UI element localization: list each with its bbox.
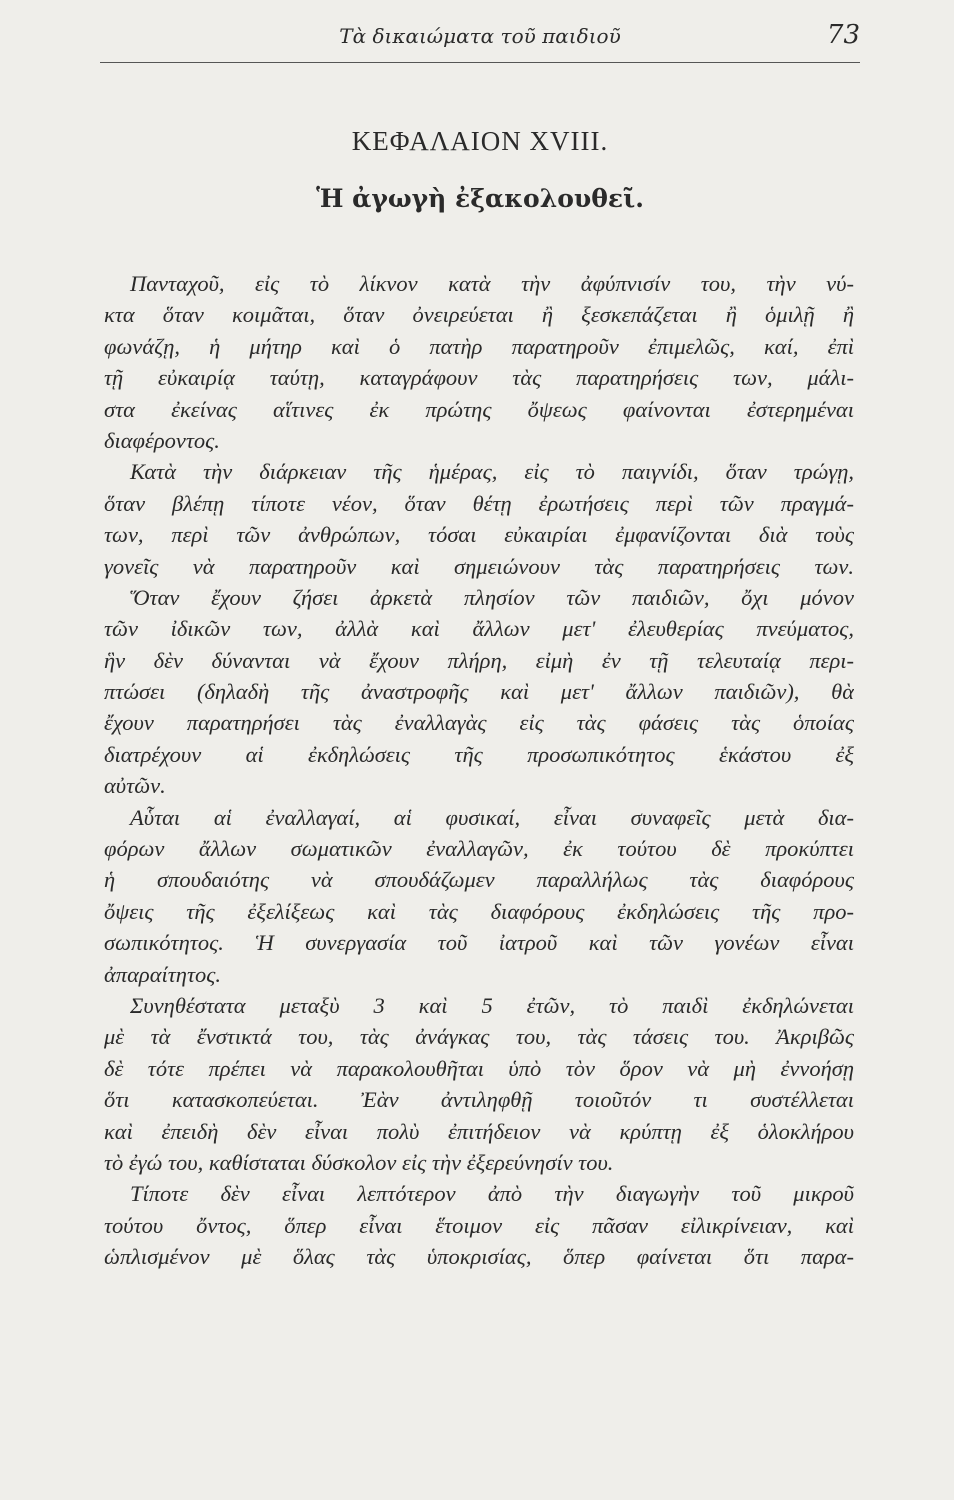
text-line: μὲ τὰ ἔνστικτά του, τὰς ἀνάγκας του, τὰς τάσεις του. Ἀκριβῶς [104,1024,854,1050]
text-line: σωπικότητος. Ἡ συνεργασία τοῦ ἰατροῦ καὶ τῶν γονέων εἶναι [104,930,854,956]
text-line: δὲ τότε πρέπει νὰ παρακολουθῆται ὑπὸ τὸν ὅρον νὰ μὴ ἐννοήσῃ [104,1055,854,1081]
chapter-subtitle: Ἡ ἀγωγὴ ἐξακολουθεῖ. [316,184,644,213]
text-line: ὅταν βλέπῃ τίποτε νέον, ὅταν θέτῃ ἐρωτήσεις περὶ τῶν πραγμά- [104,490,854,516]
text-line: τῶν ἰδικῶν των, ἀλλὰ καὶ ἄλλων μετ' ἐλευθερίας πνεύματος, [104,616,854,642]
running-head [100,22,860,58]
text-line: Πανταχοῦ, εἰς τὸ λίκνον κατὰ τὴν ἀφύπνισίν του, τὴν νύ- [130,271,854,296]
text-line: ἀπαραίτητος. [104,961,222,987]
text-line: Αὗται αἱ ἐναλλαγαί, αἱ φυσικαί, εἶναι συναφεῖς μετὰ δια- [130,804,854,830]
text-line: κτα ὅταν κοιμᾶται, ὅταν ὀνειρεύεται ἢ ξεσκεπάζεται ἢ ὁμιλῇ ἢ [104,302,854,328]
text-line: ὄψεις τῆς ἐξελίξεως καὶ τὰς διαφόρους ἐκδηλώσεις τῆς προ- [104,898,854,924]
running-title: Τὰ δικαιώματα τοῦ παιδιοῦ [339,24,621,48]
text-line: φωνάζῃ, ἡ μήτηρ καὶ ὁ πατὴρ παρατηροῦν ἐπιμελῶς, καί, ἐπὶ [104,333,854,359]
text-line: τούτου ὄντος, ὅπερ εἶναι ἕτοιμον εἰς πᾶσαν εἰλικρίνειαν, καὶ [104,1212,854,1238]
text-line: Ὅταν ἔχουν ζήσει ἀρκετὰ πλησίον τῶν παιδιῶν, ὄχι μόνον [130,584,854,610]
text-line: Συνηθέστατα μεταξὺ 3 καὶ 5 ἐτῶν, τὸ παιδὶ ἐκδηλώνεται [130,992,854,1018]
text-line: ὡπλισμένον μὲ ὅλας τὰς ὑποκρισίας, ὅπερ φαίνεται ὅτι παρα- [104,1244,854,1270]
text-line: διατρέχουν αἱ ἐκδηλώσεις τῆς προσωπικότητος ἑκάστου ἐξ [104,741,854,767]
text-line: γονεῖς νὰ παρατηροῦν καὶ σημειώνουν τὰς παρατηρήσεις των. [104,553,854,579]
text-line: ἣν δὲν δύνανται νὰ ἔχουν πλήρη, εἰμὴ ἐν τῇ τελευταίᾳ περι- [104,647,854,673]
text-line: αὐτῶν. [104,773,166,799]
body-text [104,268,854,1273]
text-line: στα ἐκείνας αἵτινες ἐκ πρώτης ὄψεως φαίνονται ἐστερημέναι [104,396,854,422]
text-line: ὅτι κατασκοπεύεται. Ἐὰν ἀντιληφθῇ τοιοῦτόν τι συστέλλεται [104,1087,854,1113]
text-line: τῇ εὐκαιρίᾳ ταύτῃ, καταγράφουν τὰς παρατηρήσεις των, μάλι- [104,365,854,391]
text-line: ἔχουν παρατηρήσει τὰς ἐναλλαγὰς εἰς τὰς φάσεις τὰς ὁποίας [104,710,854,736]
text-line: Τίποτε δὲν εἶναι λεπτότερον ἀπὸ τὴν διαγωγὴν τοῦ μικροῦ [130,1181,854,1207]
text-line: τὸ ἐγώ του, καθίσταται δύσκολον εἰς τὴν ἐξερεύνησίν του. [104,1149,614,1175]
text-line: πτώσει (δηλαδὴ τῆς ἀναστροφῆς καὶ μετ' ἄλλων παιδιῶν), θὰ [104,679,854,705]
chapter-title: ΚΕΦΑΛΑΙΟΝ XVIII. [351,126,609,156]
text-line: καὶ ἐπειδὴ δὲν εἶναι πολὺ ἐπιτήδειον νὰ κρύπτῃ ἐξ ὁλοκλήρου [104,1118,854,1144]
text-line: ἡ σπουδαιότης νὰ σπουδάζωμεν παραλλήλως τὰς διαφόρους [104,867,854,893]
page-number: 73 [826,20,860,50]
text-line: Κατὰ τὴν διάρκειαν τῆς ἡμέρας, εἰς τὸ παιγνίδι, ὅταν τρώγῃ, [130,459,854,485]
header-rule [100,62,860,63]
text-line: διαφέροντος. [104,427,220,453]
text-line: φόρων ἄλλων σωματικῶν ἐναλλαγῶν, ἐκ τούτου δὲ προκύπτει [104,836,854,862]
text-line: των, περὶ τῶν ἀνθρώπων, τόσαι εὐκαιρίαι ἐμφανίζονται διὰ τοὺς [104,522,854,548]
